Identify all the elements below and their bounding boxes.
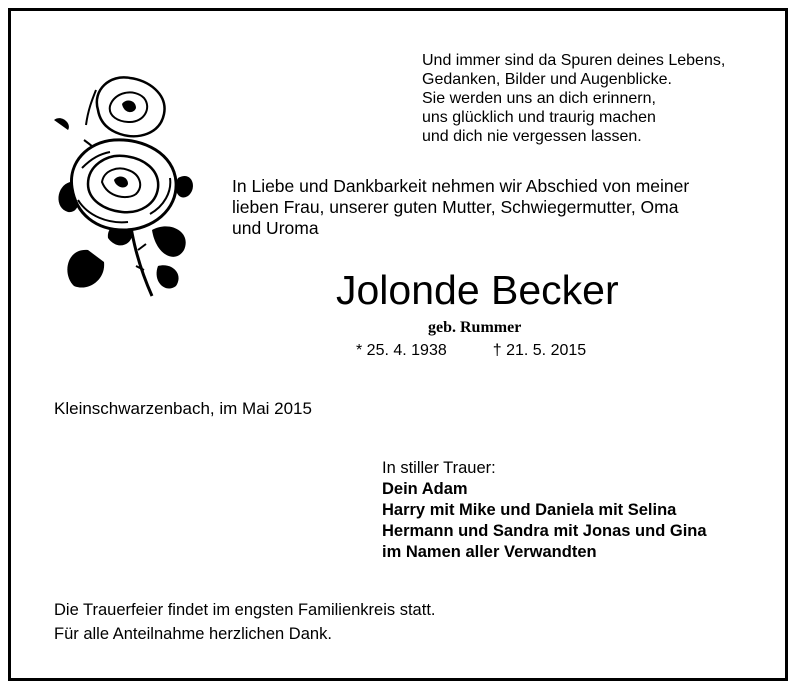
funeral-note <box>54 598 436 646</box>
poem-line: Sie werden uns an dich erinnern, <box>422 90 656 107</box>
birth-name: geb. Rummer <box>428 319 522 336</box>
mourner-name: Dein Adam <box>382 480 468 498</box>
poem-line: und dich nie vergessen lassen. <box>422 128 642 145</box>
death-date: † 21. 5. 2015 <box>492 342 587 359</box>
life-dates <box>356 342 586 360</box>
intro-line: und Uroma <box>232 218 319 238</box>
deceased-name: Jolonde Becker <box>336 267 619 313</box>
footer-line: Die Trauerfeier findet im engsten Familienkreis statt. <box>54 601 436 619</box>
poem-line: uns glücklich und traurig machen <box>422 109 656 126</box>
rose-icon <box>48 70 198 300</box>
intro-line: lieben Frau, unserer guten Mutter, Schwiegermutter, Oma <box>232 197 679 217</box>
memorial-poem <box>422 51 725 146</box>
footer-line: Für alle Anteilnahme herzlichen Dank. <box>54 625 332 643</box>
intro-line: In Liebe und Dankbarkeit nehmen wir Abschied von meiner <box>232 176 690 196</box>
poem-line: Und immer sind da Spuren deines Lebens, <box>422 52 726 69</box>
mourner-name: Harry mit Mike und Daniela mit Selina <box>382 501 677 519</box>
mourners-block <box>382 458 707 563</box>
mourners-heading: In stiller Trauer: <box>382 459 496 477</box>
farewell-text <box>232 176 752 239</box>
poem-line: Gedanken, Bilder und Augenblicke. <box>422 71 672 88</box>
mourner-name: Hermann und Sandra mit Jonas und Gina <box>382 522 707 540</box>
mourner-name: im Namen aller Verwandten <box>382 543 597 561</box>
place-and-date: Kleinschwarzenbach, im Mai 2015 <box>54 399 312 418</box>
birth-date: * 25. 4. 1938 <box>356 342 447 359</box>
